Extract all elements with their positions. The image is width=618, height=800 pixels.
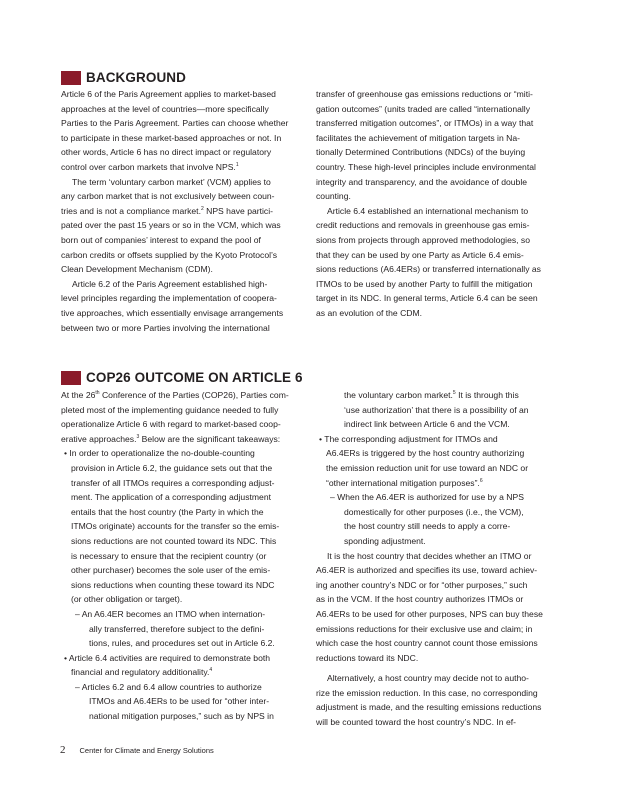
- section-heading-cop26: [61, 370, 303, 385]
- text-line: [61, 432, 306, 447]
- footnote-ref: 3: [136, 433, 140, 440]
- text-line: [61, 388, 306, 403]
- text-line: approaches at the level of countries—more specifically: [61, 103, 269, 114]
- text-line: ment. The application of a corresponding adjustment: [71, 492, 272, 503]
- text-line: tions, rules, and procedures set out in Article 6.2.: [89, 638, 275, 649]
- text-line: as in the VCM. If the host country authorizes ITMOs or: [316, 594, 524, 605]
- page-footer: [60, 744, 214, 756]
- text-span: NPS have partici-: [203, 205, 273, 216]
- text-span: “other international mitigation purposes”.: [326, 477, 480, 488]
- text-line: sions reductions (A6.4ERs) or transferred internationally as: [316, 264, 541, 275]
- section-heading-background: [61, 70, 186, 85]
- sub-bullet-item: [316, 490, 561, 548]
- text-line: Parties to the Paris Agreement. Parties can choose whether: [61, 118, 289, 129]
- text-span: At the 26: [61, 390, 96, 400]
- text-span: financial and regulatory additionality.: [71, 667, 210, 678]
- text-line: A6.4ERs to be used for other purposes, NPS can buy these: [316, 608, 543, 619]
- footer-organization: Center for Climate and Energy Solutions: [79, 746, 214, 755]
- cop26-left-column: [61, 388, 306, 724]
- text-line: reductions toward its NDC.: [316, 652, 419, 663]
- text-line: • In order to operationalize the no-double-counting: [64, 448, 255, 459]
- text-line: tionally Determined Contributions (NDCs) of the buying: [316, 147, 526, 158]
- text-line: rize the emission reduction. In this case, no corresponding: [316, 687, 538, 698]
- text-line: counting.: [316, 191, 351, 202]
- text-span: control over carbon markets that involve NPS.: [61, 161, 236, 172]
- text-line: operationalize Article 6 with regard to market-based coop-: [61, 419, 281, 430]
- text-line: tive approaches, which essentially envisage arrangements: [61, 307, 284, 318]
- text-line: the emission reduction unit for use toward an NDC or: [326, 462, 529, 473]
- background-left-column: [61, 87, 306, 335]
- text-line: [61, 665, 306, 680]
- section-title: COP26 OUTCOME ON ARTICLE 6: [86, 370, 303, 385]
- text-line: transfer of greenhouse gas emissions reductions or “miti-: [316, 89, 533, 99]
- sub-bullet-continuation: [316, 388, 561, 432]
- sub-bullet-item: [61, 680, 306, 724]
- page-number: 2: [60, 744, 66, 756]
- text-line: emissions reductions for their exclusive use and claim; in: [316, 623, 533, 634]
- text-line: which case the host country cannot count those emissions: [316, 638, 538, 649]
- text-line: other purchaser) becomes the sole user of the emis-: [71, 565, 271, 576]
- text-line: other words, Article 6 has no direct impact or regulatory: [61, 147, 272, 158]
- heading-marker: [61, 371, 81, 385]
- sub-bullet-item: [61, 607, 306, 651]
- text-line: (or other obligation or target).: [71, 594, 183, 605]
- text-line: • The corresponding adjustment for ITMOs and: [319, 433, 498, 444]
- bullet-item: [61, 651, 306, 680]
- bullet-item: [61, 446, 306, 607]
- text-line: A6.4ER is authorized and specifies its use, toward achiev-: [316, 565, 538, 576]
- footnote-ref: 4: [209, 667, 213, 674]
- text-line: pated over the past 15 years or so in the VCM, which was: [61, 220, 281, 231]
- text-line: sponding adjustment.: [344, 535, 426, 546]
- text-line: [316, 476, 561, 491]
- text-span: erative approaches.: [61, 433, 137, 444]
- text-line: A6.4ERs is triggered by the host country authorizing: [326, 448, 525, 459]
- text-line: between two or more Parties involving the international: [61, 322, 270, 333]
- text-line: any carbon market that is not exclusively between coun-: [61, 191, 275, 202]
- text-line: integrity and transparency, and the avoidance of double: [316, 176, 528, 187]
- footnote-ref: 6: [479, 477, 483, 484]
- text-line: national mitigation purposes,” such as by NPS in: [89, 711, 274, 722]
- text-span: tries and is not a compliance market.: [61, 205, 201, 216]
- paragraph: [316, 87, 561, 204]
- text-line: ally transferred, therefore subject to the defini-: [89, 623, 265, 634]
- text-line: Alternatively, a host country may decide not to autho-: [327, 673, 529, 684]
- text-line: Article 6.2 of the Paris Agreement established high-: [72, 278, 268, 289]
- footnote-ref: 5: [452, 390, 456, 397]
- text-line: – When the A6.4ER is authorized for use by a NPS: [330, 492, 524, 503]
- text-line: facilitates the achievement of mitigation targets in Na-: [316, 132, 520, 143]
- paragraph: [61, 87, 306, 175]
- text-line: entails that the host country (the Party in which the: [71, 506, 264, 517]
- text-line: [61, 160, 306, 175]
- text-line: – An A6.4ER becomes an ITMO when internation-: [75, 608, 266, 619]
- paragraph: [316, 204, 561, 321]
- text-line: [316, 388, 561, 403]
- text-line: transfer of all ITMOs requires a corresponding adjust-: [71, 477, 275, 488]
- text-line: credit reductions and removals in greenhouse gas emis-: [316, 220, 530, 231]
- text-line: that they can be used by one Party as Article 6.4 emis-: [316, 249, 524, 260]
- heading-marker: [61, 71, 81, 85]
- text-line: ITMOs to be used by another Party to fulfill the mitigation: [316, 278, 533, 289]
- text-line: Article 6 of the Paris Agreement applies to market-based: [61, 89, 276, 99]
- text-line: level principles regarding the implementation of coopera-: [61, 293, 277, 304]
- text-line: The term ‘voluntary carbon market’ (VCM) applies to: [72, 176, 271, 187]
- text-line: – Articles 6.2 and 6.4 allow countries to authorize: [75, 681, 262, 692]
- text-line: ITMOs and A6.4ERs to be used for “other inter-: [89, 696, 270, 707]
- superscript: th: [95, 390, 100, 397]
- text-line: the host country still needs to apply a corre-: [344, 521, 511, 532]
- section-title: BACKGROUND: [86, 70, 186, 85]
- text-line: born out of companies’ interest to expand the pool of: [61, 234, 261, 245]
- cop26-right-column: [316, 388, 561, 730]
- text-span: Below are the significant takeaways:: [139, 433, 281, 444]
- text-line: to participate in these market-based approaches or not. In: [61, 132, 282, 143]
- paragraph: [61, 277, 306, 335]
- text-line: target in its NDC. In general terms, Article 6.4 can be seen: [316, 293, 538, 304]
- text-line: domestically for other purposes (i.e., the VCM),: [344, 506, 524, 517]
- text-line: as an evolution of the CDM.: [316, 307, 423, 318]
- text-line: ‘use authorization’ that there is a possibility of an: [344, 404, 529, 415]
- text-line: It is the host country that decides whether an ITMO or: [327, 550, 532, 561]
- text-line: sions reductions when counting these toward its NDC: [71, 579, 275, 590]
- text-line: pleted most of the implementing guidance needed to fully: [61, 404, 279, 415]
- text-span: the voluntary carbon market.: [344, 390, 453, 400]
- text-line: transferred mitigation outcomes”, or ITMOs) in a way that: [316, 118, 534, 129]
- text-span: It is through this: [455, 390, 519, 400]
- paragraph: [316, 671, 561, 729]
- text-line: ITMOs originate) accounts for the transfer so the emis-: [71, 521, 280, 532]
- bullet-item: [316, 432, 561, 490]
- text-line: sions reductions are not counted toward its NDC. This: [71, 535, 277, 546]
- text-line: adjustment is made, and the resulting emissions reductions: [316, 702, 542, 713]
- text-line: carbon credits or offsets supplied by the Kyoto Protocol’s: [61, 249, 278, 260]
- text-line: indirect link between Article 6 and the VCM.: [344, 419, 510, 430]
- text-line: ing another country’s NDC or for “other purposes,” such: [316, 579, 528, 590]
- background-right-column: [316, 87, 561, 321]
- paragraph: [61, 175, 306, 277]
- text-line: provision in Article 6.2, the guidance sets out that the: [71, 462, 273, 473]
- text-line: sions from projects through approved methodologies, so: [316, 234, 531, 245]
- footnote-ref: 1: [235, 162, 239, 169]
- text-line: Article 6.4 established an international mechanism to: [327, 205, 529, 216]
- text-line: gation outcomes” (units traded are called “internationally: [316, 103, 531, 114]
- text-line: is necessary to ensure that the recipient country (or: [71, 550, 267, 561]
- text-line: country. These high-level principles include environmental: [316, 161, 536, 172]
- text-line: will be counted toward the host country’s NDC. In ef-: [316, 717, 516, 728]
- footnote-ref: 2: [200, 205, 204, 212]
- text-span: Conference of the Parties (COP26), Parties com-: [99, 390, 289, 400]
- text-line: [61, 204, 306, 219]
- paragraph: [316, 549, 561, 666]
- text-line: Clean Development Mechanism (CDM).: [61, 264, 213, 275]
- paragraph: [61, 388, 306, 446]
- text-line: • Article 6.4 activities are required to demonstrate both: [64, 652, 271, 663]
